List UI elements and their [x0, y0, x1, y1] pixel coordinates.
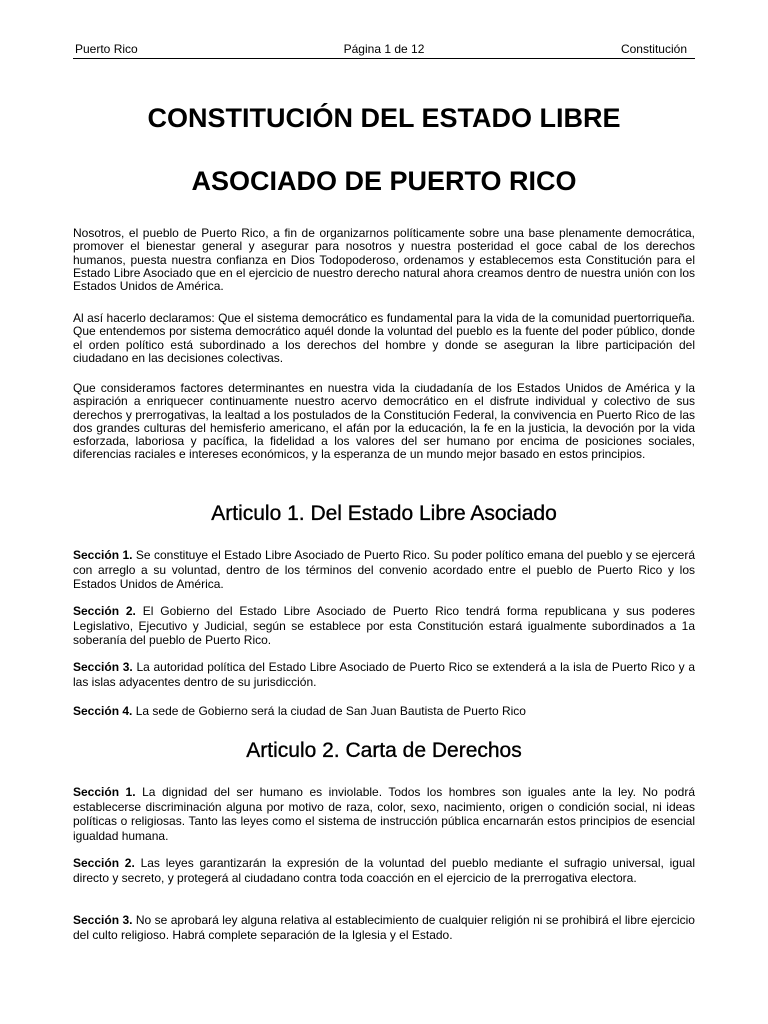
section-label: Sección 4. [73, 704, 133, 718]
preamble-paragraph: Al así hacerlo declaramos: Que el sistema democrático es fundamental para la vida de la comunidad puertorriqueña. Que entendemos por sistema democrático aquél donde la voluntad del pueblo es la fuente del poder público, donde el orden político está subordinado a los derechos del hombre y donde se aseguran la libre participación del ciudadano en las decisiones colectivas. [73, 311, 695, 365]
section-text: Se constituye el Estado Libre Asociado de Puerto Rico. Su poder político emana del pueblo y se ejercerá con arreglo a su voluntad, dentro de los términos del convenio acordado entre el pueblo de Puerto Rico y los Estados Unidos de América. [73, 548, 695, 591]
document-title-line-2: ASOCIADO DE PUERTO RICO [191, 166, 577, 196]
section-label: Sección 1. [73, 785, 136, 799]
article-2-section-1 [73, 785, 695, 843]
section-text: La dignidad del ser humano es inviolable. Todos los hombres son iguales ante la ley. No podrá establecerse discriminación alguna por motivo de raza, color, sexo, nacimiento, origen o condición social, ni ideas políticas o religiosas. Tanto las leyes como el sistema de instrucción pública encarnarán estos principios de esencial igualdad humana. [73, 785, 695, 843]
article-1-section-3 [73, 660, 695, 689]
section-label: Sección 3. [73, 660, 133, 674]
section-label: Sección 2. [73, 856, 135, 870]
document-title-line-1: CONSTITUCIÓN DEL ESTADO LIBRE [147, 103, 621, 133]
article-2-section-2 [73, 856, 695, 885]
section-label: Sección 2. [73, 604, 136, 618]
section-text: La sede de Gobierno será la ciudad de San Juan Bautista de Puerto Rico [135, 704, 526, 718]
header-page-number: Página 1 de 12 [343, 42, 425, 56]
article-1-section-2 [73, 604, 695, 648]
article-2-heading: Articulo 2. Carta de Derechos [246, 739, 522, 762]
section-text: El Gobierno del Estado Libre Asociado de Puerto Rico tendrá forma republicana y sus poderes Legislativo, Ejecutivo y Judicial, según se establece por esta Constitución estará igualmente subordinados a 1a soberanía del pueblo de Puerto Rico. [73, 604, 695, 647]
section-text: Las leyes garantizarán la expresión de la voluntad del pueblo mediante el sufragio universal, igual directo y secreto, y protegerá al ciudadano contra toda coacción en el ejercicio de la prerrogativa electora. [73, 856, 695, 885]
header-country: Puerto Rico [75, 42, 138, 56]
section-text: No se aprobará ley alguna relativa al establecimiento de cualquier religión ni se prohibirá el libre ejercicio del culto religioso. Habrá complete separación de la Iglesia y el Estado. [73, 913, 695, 942]
article-2-section-3 [73, 913, 695, 942]
article-1-section-4 [73, 704, 695, 719]
running-header [73, 42, 695, 59]
article-1-section-1 [73, 548, 695, 592]
section-text: La autoridad política del Estado Libre Asociado de Puerto Rico se extenderá a la isla de Puerto Rico y a las islas adyacentes dentro de su jurisdicción. [73, 660, 695, 689]
header-document-name: Constitución [620, 42, 687, 56]
article-1-heading: Articulo 1. Del Estado Libre Asociado [211, 502, 557, 525]
section-label: Sección 3. [73, 913, 133, 927]
preamble-paragraph: Nosotros, el pueblo de Puerto Rico, a fin de organizarnos políticamente sobre una base plenamente democrática, promover el bienestar general y asegurar para nosotros y nuestra posteridad el goce cabal de los derechos humanos, puesta nuestra confianza en Dios Todopoderoso, ordenamos y establecemos esta Constitución para el Estado Libre Asociado que en el ejercicio de nuestro derecho natural ahora creamos dentro de nuestra unión con los Estados Unidos de América. [73, 226, 695, 294]
section-label: Sección 1. [73, 548, 133, 562]
preamble-paragraph: Que consideramos factores determinantes en nuestra vida la ciudadanía de los Estados Unidos de América y la aspiración a enriquecer continuamente nuestro acervo democrático en el disfrute individual y colectivo de sus derechos y prerrogativas, la lealtad a los postulados de la Constitución Federal, la convivencia en Puerto Rico de las dos grandes culturas del hemisferio americano, el afán por la educación, la fe en la justicia, la devoción por la vida esforzada, laboriosa y pacífica, la fidelidad a los valores del ser humano por encima de posiciones sociales, diferencias raciales e intereses económicos, y la esperanza de un mundo mejor basado en estos principios. [73, 381, 695, 462]
